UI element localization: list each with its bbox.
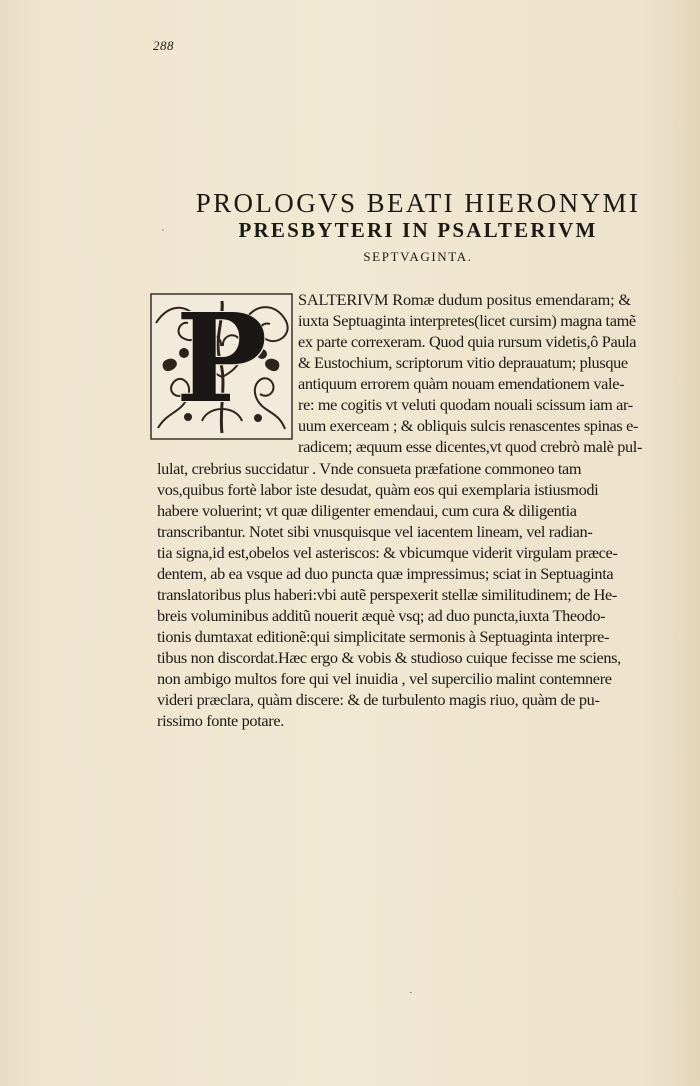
text-line: tionis dumtaxat editionẽ:qui simplicitate sermonis à Septuaginta interpre- <box>157 627 610 646</box>
heading-line-1: PROLOGVS BEATI HIERONYMI <box>195 188 641 218</box>
ink-speck: · <box>409 987 413 999</box>
text-line: radicem; æquum esse dicentes,vt quod crebrò malè pul- <box>298 437 643 456</box>
ink-speck: ` <box>161 228 165 240</box>
text-line: antiquum errorem quàm nouam emendationem vale- <box>298 374 625 393</box>
text-line: tibus non discordat.Hæc ergo & vobis & studioso cuique fecisse me sciens, <box>157 648 621 667</box>
text-line: uum exerceam ; & obliquis sulcis renascentes spinas e- <box>298 416 639 435</box>
text-line: re: me cogitis vt veluti quodam nouali scissum iam ar- <box>298 395 633 414</box>
text-line: SALTERIVM Romæ dudum positus emendaram; & <box>298 290 631 309</box>
drop-cap-letter: P <box>175 293 268 430</box>
text-line: ex parte correxeram. Quod quia rursum videtis,ô Paula <box>298 332 637 351</box>
text-line: iuxta Septuaginta interpretes(licet cursim) magna tamẽ <box>298 311 636 330</box>
decorated-initial <box>150 293 293 440</box>
text-line: non ambigo multos fore qui vel inuidia , vel supercilio malint contemnere <box>157 669 612 688</box>
heading-line-2: PRESBYTERI IN PSALTERIVM <box>238 218 598 242</box>
heading-line-3: SEPTVAGINTA. <box>363 249 473 264</box>
text-line: habere voluerint; vt quæ diligenter emendaui, cum cura & diligentia <box>157 501 577 520</box>
text-line: tia signa,id est,obelos vel asteriscos: & vbicumque viderit virgulam præce- <box>157 543 618 562</box>
page-number: 288 <box>153 38 174 53</box>
text-line: vos,quibus fortè labor iste desudat, quàm eos qui exemplaria istiusmodi <box>157 480 599 499</box>
text-line: rissimo fonte potare. <box>157 711 284 730</box>
text-line: translatoribus plus haberi:vbi autẽ perspexerit stellæ similitudinem; de He- <box>157 585 617 604</box>
text-line: dentem, ab ea vsque ad duo puncta quæ impressimus; sciat in Septuaginta <box>157 564 614 583</box>
text-line: & Eustochium, scriptorum vitio deprauatum; plusque <box>298 353 628 372</box>
text-line: videri præclara, quàm discere: & de turbulento magis riuo, quàm de pu- <box>157 690 600 709</box>
text-line: breis voluminibus additũ nouerit æquè vsq; ad duo puncta,iuxta Theodo- <box>157 606 606 625</box>
text-line: lulat, crebrius succidatur . Vnde consueta præfatione commoneo tam <box>157 459 582 478</box>
text-line: transcribantur. Notet sibi vnusquisque vel iacentem lineam, vel radian- <box>157 522 593 541</box>
